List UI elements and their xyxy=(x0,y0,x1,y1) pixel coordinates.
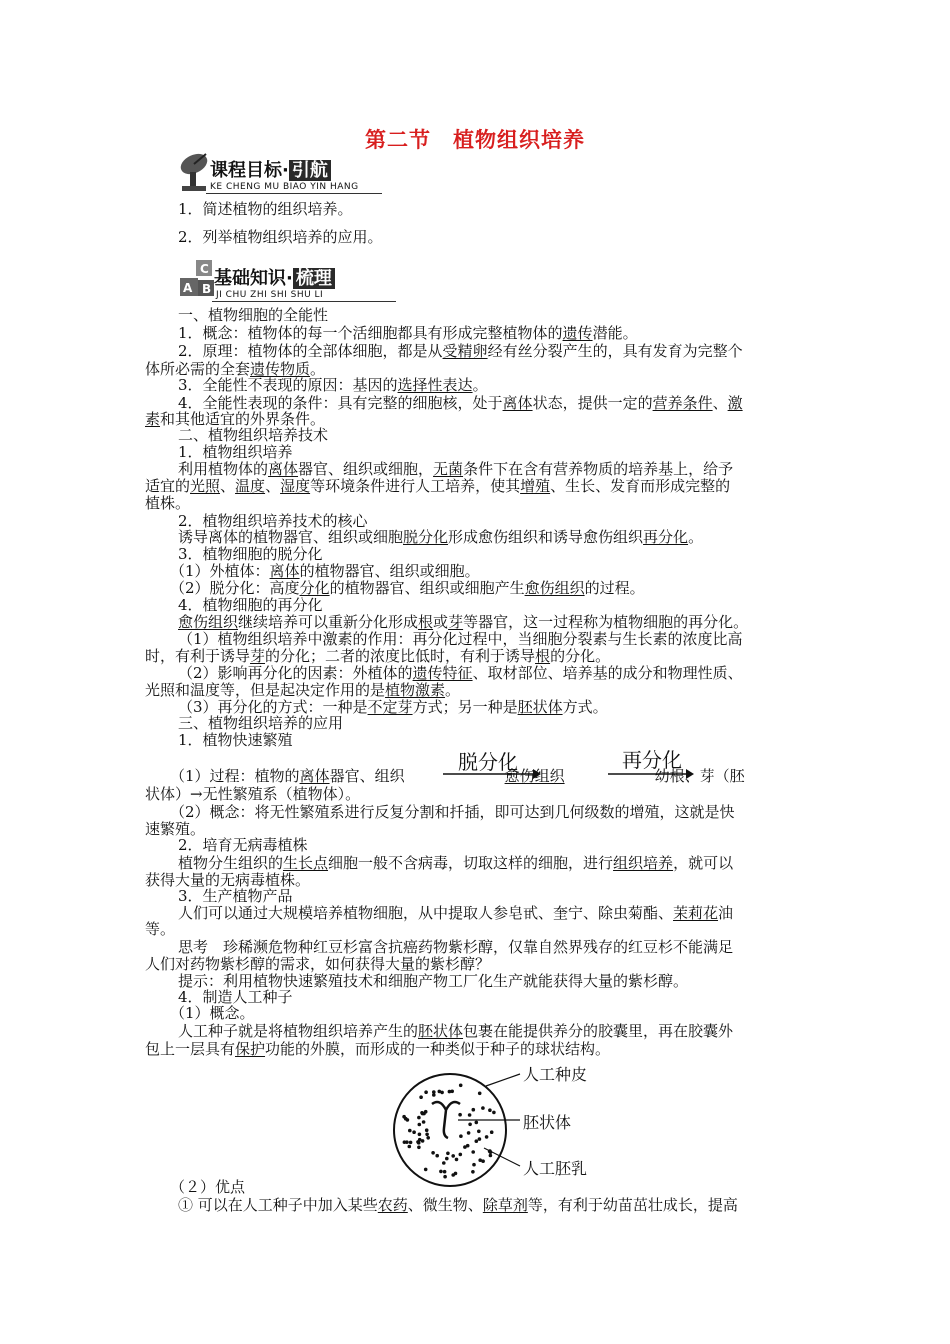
banner-rule xyxy=(212,301,396,302)
banner-dot: · xyxy=(286,268,293,289)
endosperm-dot xyxy=(492,1111,496,1115)
goal-item: 2．列举植物组织培养的应用。 xyxy=(178,228,383,246)
paragraph-line: 素和其他适宜的外界条件。 xyxy=(145,410,326,428)
endosperm-dot xyxy=(485,1135,489,1139)
paragraph-line: 植株。 xyxy=(145,494,191,512)
section-heading: 一、植物细胞的全能性 xyxy=(178,306,329,324)
subheading: 3．植物细胞的脱分化 xyxy=(178,545,323,563)
subheading: （２）优点 xyxy=(170,1178,246,1196)
paragraph-line: （1）概念。 xyxy=(170,1004,255,1022)
endosperm-dot xyxy=(421,1139,425,1143)
subheading: 4．制造人工种子 xyxy=(178,988,293,1006)
endosperm-dot xyxy=(443,1170,447,1174)
arrow-label-redifferentiation: 再分化 xyxy=(622,748,682,772)
endosperm-dot xyxy=(419,1095,423,1099)
endosperm-dot xyxy=(426,1136,430,1140)
paragraph-line: （1）植物组织培养中激素的作用：再分化过程中，当细胞分裂素与生长素的浓度比高 xyxy=(178,630,743,648)
endosperm-dot xyxy=(425,1133,429,1137)
subheading: 2．植物组织培养技术的核心 xyxy=(178,512,368,530)
paragraph-line: 适宜的光照、温度、湿度等环境条件进行人工培养，使其增殖、生长、发育而形成完整的 xyxy=(145,477,731,495)
endosperm-dot xyxy=(409,1141,413,1145)
paragraph-line: 愈伤组织继续培养可以重新分化形成根或芽等器官，这一过程称为植物细胞的再分化。 xyxy=(178,613,749,631)
endosperm-dot xyxy=(468,1113,472,1117)
endosperm-dot xyxy=(418,1123,422,1127)
endosperm-dot xyxy=(489,1154,493,1158)
endosperm-dot xyxy=(432,1090,436,1094)
paragraph-line: 利用植物体的离体器官、组织或细胞，无菌条件下在含有营养物质的培养基上，给予 xyxy=(178,460,734,478)
endosperm-dot xyxy=(446,1152,450,1156)
endosperm-label: 人工胚乳 xyxy=(523,1159,588,1178)
endosperm-dot xyxy=(448,1090,452,1094)
paragraph-line: （3）再分化的方式：一种是不定芽方式；另一种是胚状体方式。 xyxy=(178,698,608,716)
paragraph-line: 获得大量的无病毒植株。 xyxy=(145,871,311,889)
subheading: 1．植物组织培养 xyxy=(178,443,293,461)
svg-text:B: B xyxy=(202,282,212,296)
paragraph-line: （1）外植体：离体的植物器官、组织或细胞。 xyxy=(170,562,480,580)
endosperm-dot xyxy=(472,1108,476,1112)
endosperm-dot xyxy=(431,1151,435,1155)
endosperm-dot xyxy=(417,1116,421,1120)
paragraph-line: （1）过程：植物的离体器官、组织 愈伤组织 幼根、芽（胚 xyxy=(170,767,745,785)
endosperm-dot xyxy=(440,1091,444,1095)
endosperm-dot xyxy=(417,1146,421,1150)
endosperm-dot xyxy=(417,1141,421,1145)
endosperm-dot xyxy=(488,1108,492,1112)
endosperm-dot xyxy=(459,1153,463,1157)
endosperm-dot xyxy=(459,1134,463,1138)
endosperm-dot xyxy=(435,1154,439,1158)
endosperm-dot xyxy=(467,1131,471,1135)
endosperm-dot xyxy=(425,1128,429,1132)
subheading: 2．培育无病毒植株 xyxy=(178,836,308,854)
banner-title xyxy=(214,264,335,290)
paragraph-line: 植物分生组织的生长点细胞一般不含病毒，切取这样的细胞，进行组织培养，就可以 xyxy=(178,854,734,872)
banner-highlight: 梳理 xyxy=(293,268,335,289)
section-heading: 二、植物组织培养技术 xyxy=(178,426,329,444)
endosperm-dot xyxy=(463,1145,467,1149)
endosperm-dot xyxy=(458,1113,462,1117)
banner-title xyxy=(210,156,331,182)
endosperm-dot xyxy=(472,1163,476,1167)
banner-label: 课程目标 xyxy=(210,160,282,181)
paragraph-line: 包上一层具有保护功能的外膜，而形成的一种类似于种子的球状结构。 xyxy=(145,1040,611,1058)
paragraph-line: 状体）→无性繁殖系（植物体）。 xyxy=(145,785,361,803)
endosperm-dot xyxy=(424,1110,428,1114)
endosperm-dot xyxy=(443,1175,447,1179)
endosperm-dot xyxy=(475,1121,479,1125)
endosperm-dot xyxy=(424,1090,428,1094)
endosperm-dot xyxy=(468,1123,472,1127)
endosperm-dot xyxy=(478,1092,482,1096)
endosperm-dot xyxy=(408,1145,412,1149)
endosperm-dot xyxy=(439,1170,443,1174)
subheading: 4．植物细胞的再分化 xyxy=(178,596,323,614)
banner-highlight: 引航 xyxy=(289,160,331,181)
endosperm-dot xyxy=(445,1157,449,1161)
paragraph-line: 人们可以通过大规模培养植物细胞，从中提取人参皂甙、奎宁、除虫菊酯、茉莉花油 xyxy=(178,904,734,922)
endosperm-dot xyxy=(454,1172,458,1176)
paragraph-line: 光照和温度等，但是起决定作用的是植物激素。 xyxy=(145,681,461,699)
subheading: 3．生产植物产品 xyxy=(178,887,293,905)
embryoid-label: 胚状体 xyxy=(523,1113,572,1132)
endosperm-dot xyxy=(451,1154,455,1158)
section-heading: 三、植物组织培养的应用 xyxy=(178,714,344,732)
endosperm-dot xyxy=(420,1111,424,1115)
endosperm-dot xyxy=(418,1133,422,1137)
paragraph-line: 1．概念：植物体的每一个活细胞都具有形成完整植物体的遗传潜能。 xyxy=(178,324,638,342)
subheading: 1．植物快速繁殖 xyxy=(178,731,293,749)
paragraph-line: 诱导离体的植物器官、组织或细胞脱分化形成愈伤组织和诱导愈伤组织再分化。 xyxy=(178,528,704,546)
endosperm-dot xyxy=(455,1158,459,1162)
paragraph-line: （2）概念：将无性繁殖系进行反复分割和扦插，即可达到几何级数的增殖，这就是快 xyxy=(170,803,735,821)
endosperm-dot xyxy=(471,1150,475,1154)
paragraph-line: 4．全能性表现的条件：具有完整的细胞核，处于离体状态，提供一定的营养条件、激 xyxy=(178,394,743,412)
page-title: 第二节 植物组织培养 xyxy=(365,128,585,152)
endosperm-dot xyxy=(471,1170,475,1174)
banner-rule xyxy=(206,193,382,194)
arrow-label-dedifferentiation: 脱分化 xyxy=(458,750,518,774)
paragraph-line: 等。 xyxy=(145,920,176,938)
endosperm-dot xyxy=(481,1106,485,1110)
paragraph-line: 3．全能性不表现的原因：基因的选择性表达。 xyxy=(178,376,488,394)
paragraph-line: 人工种子就是将植物组织培养产生的胚状体包裹在能提供养分的胶囊里，再在胶囊外 xyxy=(178,1022,734,1040)
paragraph-line: （2）脱分化：高度分化的植物器官、组织或细胞产生愈伤组织的过程。 xyxy=(170,579,645,597)
banner-pinyin: JI CHU ZHI SHI SHU LI xyxy=(216,290,324,300)
course-goals-banner xyxy=(176,150,406,194)
endosperm-dot xyxy=(412,1130,416,1134)
svg-text:C: C xyxy=(200,262,209,276)
seed-coat-label: 人工种皮 xyxy=(523,1065,588,1084)
endosperm-dot xyxy=(478,1137,482,1141)
endosperm-dot xyxy=(424,1168,428,1172)
endosperm-dot xyxy=(403,1140,407,1144)
endosperm-dot xyxy=(459,1084,463,1088)
endosperm-dot xyxy=(402,1115,406,1119)
endosperm-dot xyxy=(422,1120,426,1124)
goal-item: 1．简述植物的组织培养。 xyxy=(178,200,353,218)
paragraph-line: 速繁殖。 xyxy=(145,820,206,838)
endosperm-dot xyxy=(475,1139,479,1143)
thinking-answer: 提示：利用植物快速繁殖技术和细胞产物工厂化生产就能获得大量的紫杉醇。 xyxy=(178,972,689,990)
paragraph-line: 时，有利于诱导芽的分化；二者的浓度比低时，有利于诱导根的分化。 xyxy=(145,647,611,665)
banner-pinyin: KE CHENG MU BIAO YIN HANG xyxy=(210,182,359,192)
thinking-question: 思考 珍稀濒危物种红豆杉富含抗癌药物紫杉醇，仅靠自然界残存的红豆杉不能满足 xyxy=(178,938,734,956)
banner-dot: · xyxy=(282,160,289,181)
endosperm-dot xyxy=(481,1159,485,1163)
paragraph-line: （2）影响再分化的因素：外植体的遗传特征、取材部位、培养基的成分和物理性质、 xyxy=(178,664,743,682)
endosperm-dot xyxy=(442,1161,446,1165)
paragraph-line: ① 可以在人工种子中加入某些农药、微生物、除草剂等，有利于幼苗茁壮成长，提高 xyxy=(178,1196,738,1214)
paragraph-line: 2．原理：植物体的全部体细胞，都是从受精卵经有丝分裂产生的，具有发育为完整个 xyxy=(178,342,743,360)
paragraph-line: 体所必需的全套遗传物质。 xyxy=(145,360,326,378)
endosperm-dot xyxy=(477,1130,481,1134)
endosperm-dot xyxy=(408,1129,412,1133)
basic-knowledge-banner xyxy=(178,256,408,300)
svg-text:A: A xyxy=(183,281,193,295)
endosperm-dot xyxy=(490,1130,494,1134)
banner-label: 基础知识 xyxy=(214,268,286,289)
thinking-question: 人们对药物紫杉醇的需求，如何获得大量的紫杉醇？ xyxy=(145,955,491,973)
